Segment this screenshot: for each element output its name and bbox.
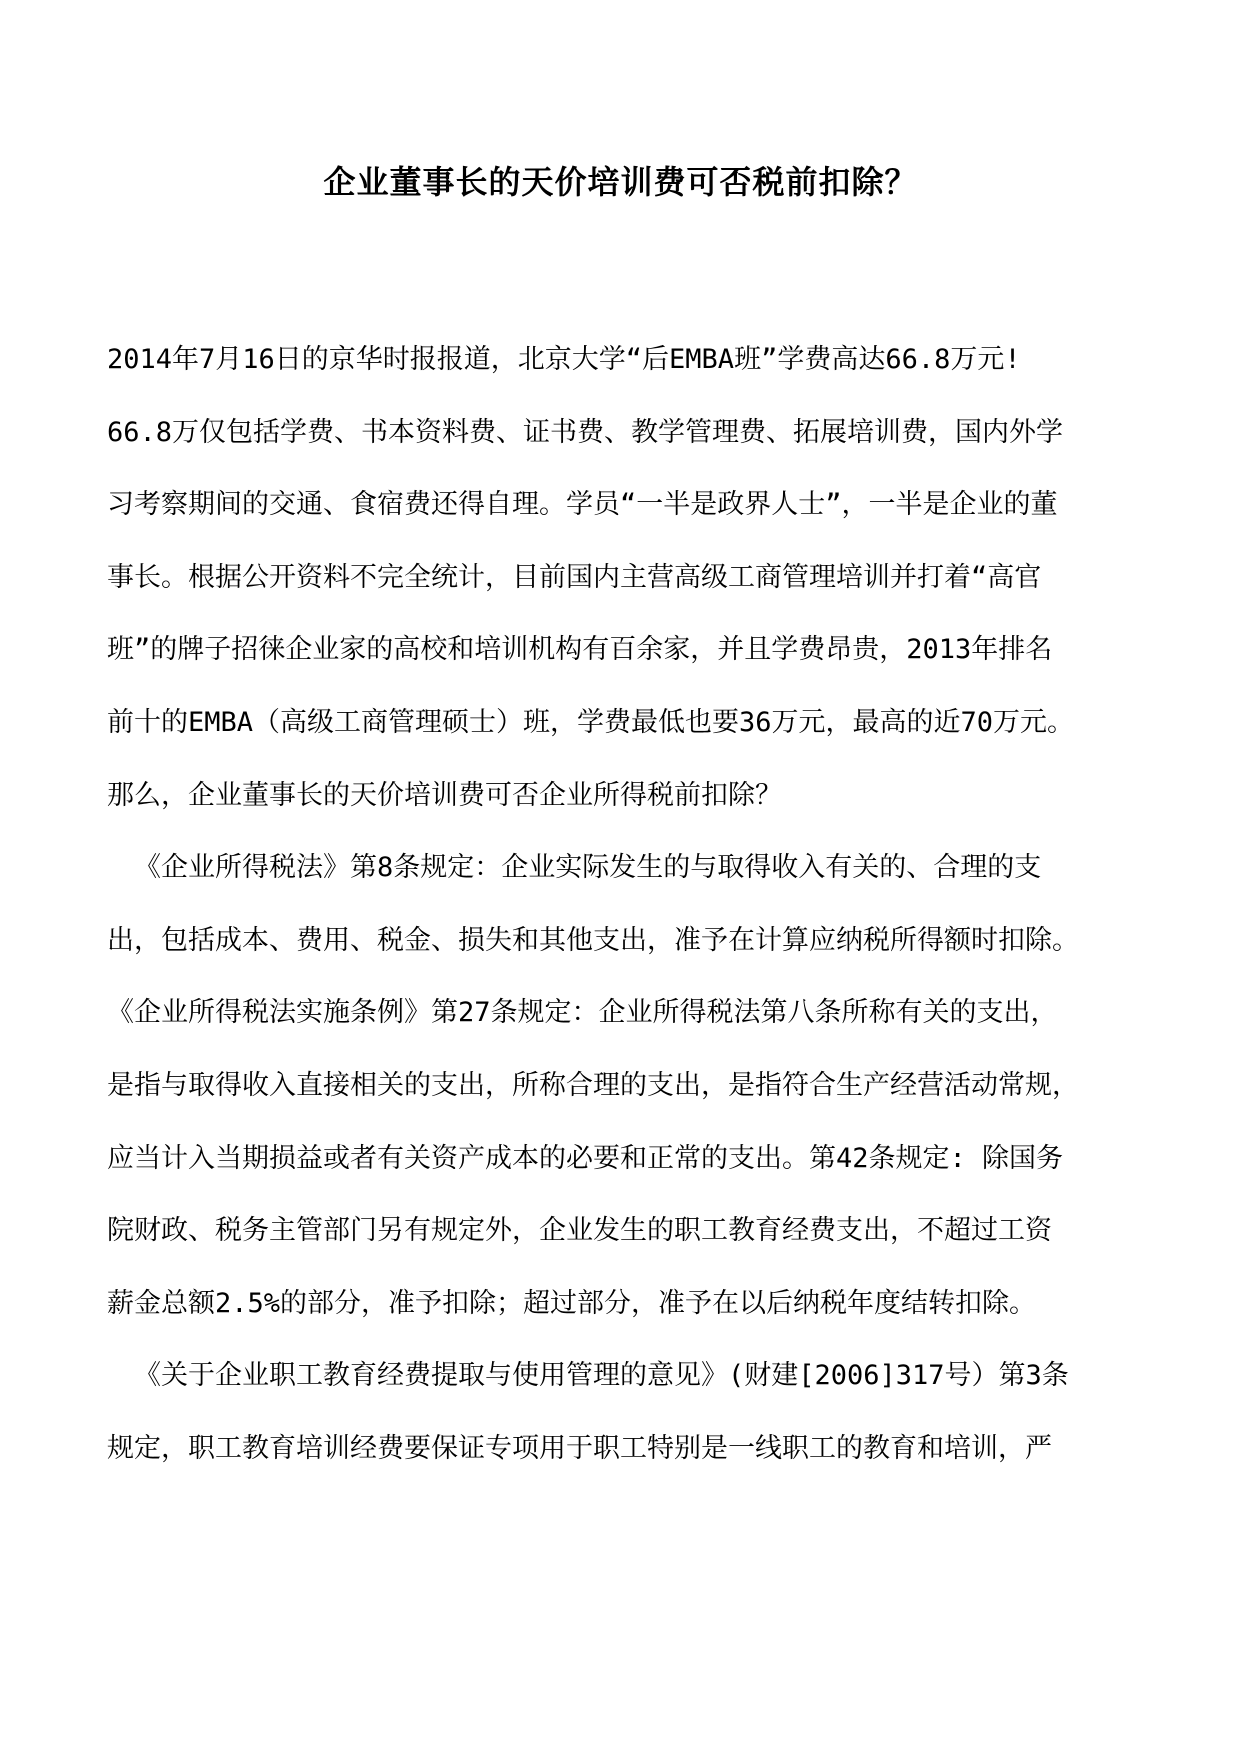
text-line: 出，包括成本、费用、税金、损失和其他支出，准予在计算应纳税所得额时扣除。 [107, 924, 1079, 956]
text-line: 前十的EMBA（高级工商管理硕士）班，学费最低也要36万元，最高的近70万元。 [107, 706, 1075, 738]
text-line: 应当计入当期损益或者有关资产成本的必要和正常的支出。第42条规定: 除国务 [107, 1142, 1064, 1174]
text-line: 班”的牌子招徕企业家的高校和培训机构有百余家，并且学费昂贵，2013年排名 [107, 634, 1053, 666]
text-line: 《企业所得税法实施条例》第27条规定：企业所得税法第八条所称有关的支出， [107, 997, 1058, 1029]
text-line: 习考察期间的交通、食宿费还得自理。学员“一半是政界人士”，一半是企业的董 [107, 489, 1058, 521]
text-line: 院财政、税务主管部门另有规定外，企业发生的职工教育经费支出，不超过工资 [107, 1215, 1052, 1247]
text-line: 薪金总额2.5%的部分，准予扣除；超过部分，准予在以后纳税年度结转扣除。 [107, 1287, 1037, 1319]
text-line: 2014年7月16日的京华时报报道，北京大学“后EMBA班”学费高达66.8万元! [107, 344, 1021, 375]
text-line: 是指与取得收入直接相关的支出，所称合理的支出，是指符合生产经营活动常规， [107, 1069, 1079, 1101]
text-line: 事长。根据公开资料不完全统计，目前国内主营高级工商管理培训并打着“高官 [107, 561, 1042, 593]
text-line: 66.8万仅包括学费、书本资料费、证书费、教学管理费、拓展培训费，国内外学 [107, 416, 1064, 448]
text-line: 《关于企业职工教育经费提取与使用管理的意见》(财建[2006]317号）第3条 [134, 1360, 1069, 1392]
text-line: 《企业所得税法》第8条规定：企业实际发生的与取得收入有关的、合理的支 [134, 852, 1042, 884]
text-line: 那么，企业董事长的天价培训费可否企业所得税前扣除？ [107, 779, 782, 811]
text-line: 规定，职工教育培训经费要保证专项用于职工特别是一线职工的教育和培训，严 [107, 1432, 1052, 1464]
document-title: 企业董事长的天价培训费可否税前扣除？ [323, 163, 918, 201]
document-body [107, 340, 1139, 1502]
